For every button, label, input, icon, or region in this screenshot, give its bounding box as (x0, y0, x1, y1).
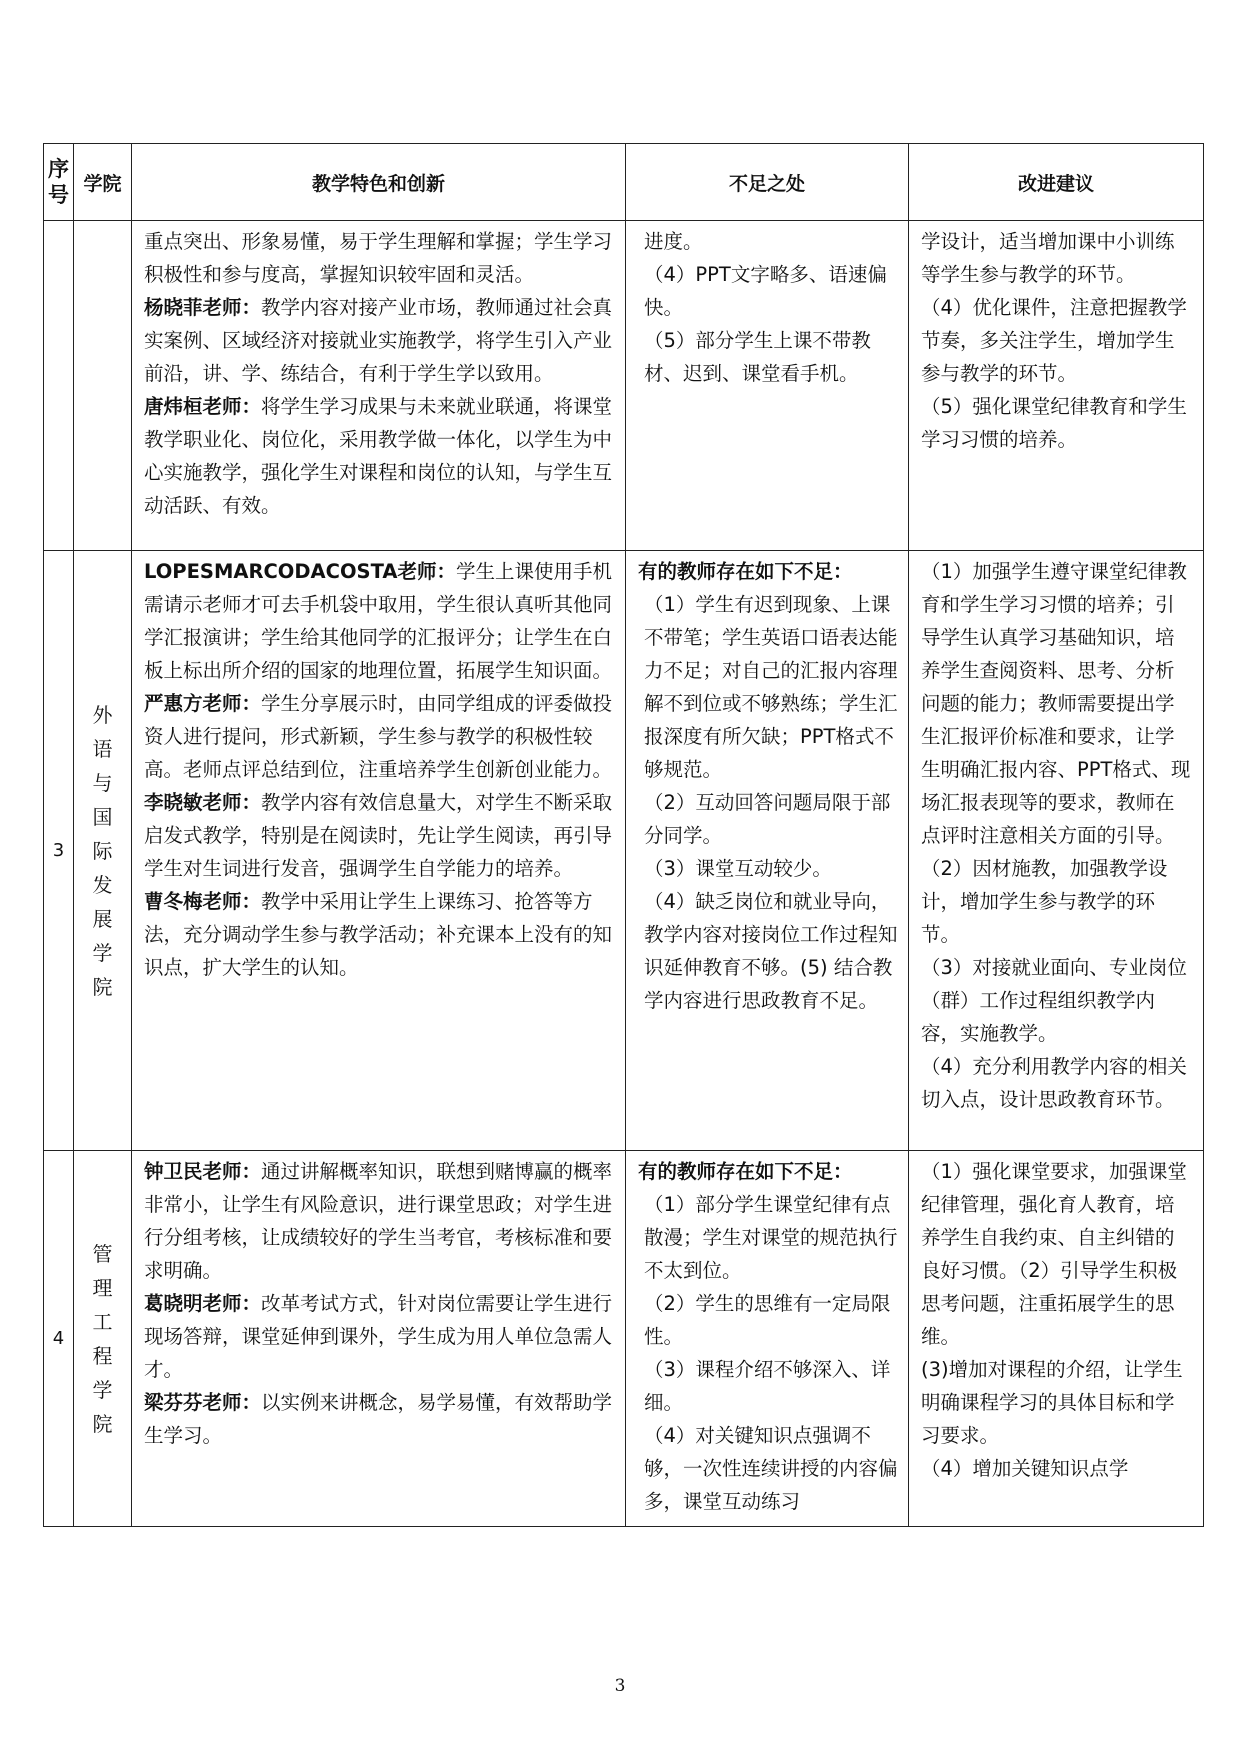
feature-text: 教学内容对接产业市场，教师通过社会真实案例、区域经济对接就业实施教学，将学生引入产业前沿，讲、学、练结合，有利于学生学以致用。 (144, 296, 613, 385)
header-suggestions: 改进建议 (909, 144, 1204, 221)
college-cell (74, 551, 132, 1151)
feature-text: 改革考试方式，针对岗位需要让学生进行现场答辩，课堂延伸到课外，学生成为用人单位急需人才。 (144, 1292, 613, 1381)
suggestion-item: (3)增加对课程的介绍，让学生明确课程学习的具体目标和学习要求。 (921, 1358, 1183, 1447)
suggestion-item: （1）加强学生遵守课堂纪律教育和学生学习习惯的培养；引导学生认真学习基础知识，培养学生查阅资料、思考、分析问题的能力；教师需要提出学生汇报评价标准和要求，让学生明确汇报内容、PPT格式、现场汇报表现等的要求，教师在点评时注意相关方面的引导。 (921, 560, 1191, 847)
teacher-name: 梁芬芬老师： (144, 1391, 262, 1414)
row-number-cell: 3 (44, 551, 74, 1151)
suggestion-item: 学设计，适当增加课中小训练等学生参与教学的环节。 (921, 230, 1175, 286)
suggestion-item: （2）因材施教，加强教学设计，增加学生参与教学的环节。 (921, 857, 1168, 946)
suggestions-cell (909, 221, 1204, 551)
shortcoming-item: （3）课堂互动较少。 (644, 857, 832, 880)
feature-entry (144, 1155, 615, 1287)
shortcomings-cell (626, 221, 909, 551)
shortcoming-item: （4）对关键知识点强调不够，一次性连续讲授的内容偏多，课堂互动练习 (644, 1424, 898, 1513)
suggestion-item: （3）对接就业面向、专业岗位（群）工作过程组织教学内容，实施教学。 (921, 956, 1187, 1045)
teacher-name: 葛晓明老师： (144, 1292, 262, 1315)
teacher-name: 曹冬梅老师： (144, 890, 262, 913)
shortcoming-item: （3）课程介绍不够深入、详细。 (644, 1358, 891, 1414)
teacher-name: LOPESMARCODACOSTA老师： (144, 560, 456, 583)
evaluation-table (43, 143, 1204, 1527)
feature-entry (144, 291, 615, 390)
features-cell (132, 551, 626, 1151)
feature-text: 将学生学习成果与未来就业联通，将课堂教学职业化、岗位化，采用教学做一体化，以学生为中心实施教学，强化学生对课程和岗位的认知，与学生互动活跃、有效。 (144, 395, 613, 517)
header-row (44, 144, 1204, 221)
shortcoming-item: （4）PPT文字略多、语速偏快。 (644, 263, 887, 319)
feature-entry (144, 786, 615, 885)
shortcoming-item: （1）部分学生课堂纪律有点散漫；学生对课堂的规范执行不太到位。 (644, 1193, 898, 1282)
feature-entry (144, 225, 615, 291)
teacher-name: 李晓敏老师： (144, 791, 262, 814)
feature-text: 教学内容有效信息量大，对学生不断采取启发式教学，特别是在阅读时，先让学生阅读，再引导学生对生词进行发音，强调学生自学能力的培养。 (144, 791, 613, 880)
college-name: 外语与国际发展学院 (92, 702, 113, 999)
suggestion-item: （4）充分利用教学内容的相关切入点，设计思政教育环节。 (921, 1055, 1187, 1111)
feature-entry (144, 1386, 615, 1452)
header-no: 序号 (44, 144, 74, 221)
suggestion-item: （4）优化课件，注意把握教学节奏，多关注学生，增加学生参与教学的环节。 (921, 296, 1187, 385)
feature-entry (144, 1287, 615, 1386)
shortcoming-item: （5）部分学生上课不带教材、迟到、课堂看手机。 (644, 329, 871, 385)
shortcoming-item: （1）学生有迟到现象、上课不带笔；学生英语口语表达能力不足；对自己的汇报内容理解不到位或不够熟练；学生汇报深度有所欠缺；PPT格式不够规范。 (644, 593, 898, 781)
suggestions-cell (909, 1151, 1204, 1527)
feature-text: 通过讲解概率知识，联想到赌博赢的概率非常小，让学生有风险意识，进行课堂思政；对学生进行分组考核，让成绩较好的学生当考官，考核标准和要求明确。 (144, 1160, 613, 1282)
row-number-cell (44, 221, 74, 551)
features-cell (132, 1151, 626, 1527)
feature-entry (144, 885, 615, 984)
teacher-name: 钟卫民老师： (144, 1160, 262, 1183)
shortcoming-item: （2）互动回答问题局限于部分同学。 (644, 791, 891, 847)
shortcomings-intro: 有的教师存在如下不足： (638, 1160, 853, 1183)
features-cell (132, 221, 626, 551)
table-body (44, 221, 1204, 1527)
shortcomings-intro: 有的教师存在如下不足： (638, 560, 853, 583)
suggestion-item: （1）强化课堂要求，加强课堂纪律管理，强化育人教育，培养学生自我约束、自主纠错的良好习惯。（2）引导学生积极思考问题，注重拓展学生的思维。 (921, 1160, 1187, 1348)
college-cell (74, 221, 132, 551)
table-row (44, 221, 1204, 551)
feature-text: 学生上课使用手机需请示老师才可去手机袋中取用，学生很认真听其他同学汇报演讲；学生给其他同学的汇报评分；让学生在白板上标出所介绍的国家的地理位置，拓展学生知识面。 (144, 560, 613, 682)
header-shortcomings: 不足之处 (626, 144, 909, 221)
suggestions-cell (909, 551, 1204, 1151)
teacher-name: 严惠方老师： (144, 692, 262, 715)
feature-entry (144, 555, 615, 687)
row-number-cell: 4 (44, 1151, 74, 1527)
header-college: 学院 (74, 144, 132, 221)
shortcoming-item: （4）缺乏岗位和就业导向，教学内容对接岗位工作过程知识延伸教育不够。(5) 结合教学内容进行思政教育不足。 (644, 890, 898, 1012)
feature-text: 以实例来讲概念，易学易懂，有效帮助学生学习。 (144, 1391, 613, 1447)
suggestion-item: （5）强化课堂纪律教育和学生学习习惯的培养。 (921, 395, 1187, 451)
feature-text: 学生分享展示时，由同学组成的评委做投资人进行提问，形式新颖，学生参与教学的积极性较高。老师点评总结到位，注重培养学生创新创业能力。 (144, 692, 613, 781)
table-row (44, 1151, 1204, 1527)
shortcomings-cell (626, 1151, 909, 1527)
shortcomings-cell (626, 551, 909, 1151)
feature-entry (144, 687, 615, 786)
shortcoming-item: （2）学生的思维有一定局限性。 (644, 1292, 891, 1348)
teacher-name: 杨晓菲老师： (144, 296, 262, 319)
shortcoming-item: 进度。 (644, 230, 703, 253)
feature-entry (144, 390, 615, 522)
teacher-name: 唐炜桓老师： (144, 395, 262, 418)
page-number: 3 (614, 1676, 626, 1696)
suggestion-item: （4）增加关键知识点学 (921, 1457, 1129, 1480)
college-name: 管理工程学院 (92, 1241, 113, 1436)
feature-text: 重点突出、形象易懂，易于学生理解和掌握；学生学习积极性和参与度高，掌握知识较牢固和灵活。 (144, 230, 613, 286)
feature-text: 教学中采用让学生上课练习、抢答等方法，充分调动学生参与教学活动；补充课本上没有的知识点，扩大学生的认知。 (144, 890, 613, 979)
table-row (44, 551, 1204, 1151)
header-features: 教学特色和创新 (132, 144, 626, 221)
college-cell (74, 1151, 132, 1527)
